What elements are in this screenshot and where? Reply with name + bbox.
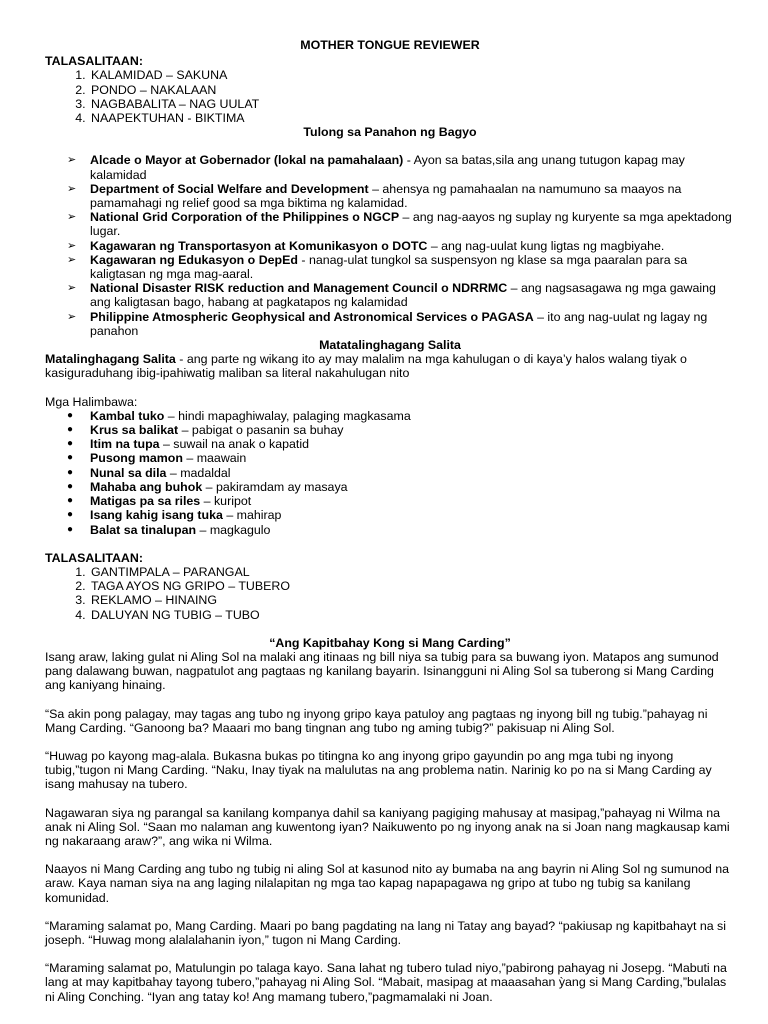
- vocab2-list: [45, 565, 735, 622]
- bullet-icon: ●: [67, 523, 74, 535]
- typhoon-heading: Tulong sa Panahon ng Bagyo: [303, 125, 477, 140]
- story-paragraph: “Sa akin pong palagay, may tagas ang tubo ng inyong gripo kaya patuloy ang pagtaas ng inyong bill ng tubig.”pahayag ni Mang Carding. “Ganoong ba? Maaari mo bang tingnan ang tubo ng aming tubig?” pakisuap ni Aling Sol.: [45, 706, 708, 735]
- arrow-bullet-icon: ➢: [67, 239, 77, 252]
- list-item: ● Krus sa balikat – pabigat o pasanin sa buhay: [67, 423, 344, 438]
- document-title: MOTHER TONGUE REVIEWER: [300, 38, 480, 52]
- list-item: ● Itim na tupa – suwail na anak o kapatid: [67, 437, 310, 452]
- bullet-icon: ●: [67, 495, 74, 507]
- vocab1-heading: TALASALITAAN:: [45, 54, 143, 69]
- list-item: ➢ Department of Social Welfare and Development – ahensya ng pamahaalan na namumuno sa maayos na pamamahagi ng relief good sa mga biktima ng kalamidad.: [67, 181, 682, 211]
- list-item: ● Balat sa tinalupan – magkagulo: [67, 522, 271, 537]
- arrow-bullet-icon: ➢: [67, 211, 77, 224]
- bullet-icon: ●: [67, 424, 74, 436]
- bullet-icon: ●: [67, 509, 74, 521]
- list-item: ➢ National Disaster RISK reduction and Management Council o NDRRMC – ang nagsasagawa ng mga gawaing ang kaligtasan bago, habang at pagkatapos ng kalamidad: [67, 281, 716, 310]
- story-title: “Ang Kapitbahay Kong si Mang Carding”: [269, 635, 511, 650]
- list-item: ➢ Kagawaran ng Edukasyon o DepEd - nanag-ulat tungkol sa suspensyon ng klase sa mga paaralan para sa kaligtasan ng mga mag-aaral.: [67, 252, 688, 282]
- list-item: ➢ Alcade o Mayor at Gobernador (lokal na pamahalaan) - Ayon sa batas,sila ang unang tutugon kapag may kalamidad: [67, 153, 685, 182]
- arrow-bullet-icon: ➢: [67, 182, 77, 195]
- bullet-icon: ●: [67, 409, 74, 421]
- list-item: ➢ National Grid Corporation of the Philippines o NGCP – ang nag-aayos ng suplay ng kuryente sa mga apektadong lugar.: [67, 210, 732, 239]
- list-item: ● Isang kahig isang tuka – mahirap: [67, 508, 282, 523]
- story-paragraph: “Huwag po kayong mag-alala. Bukasna bukas po titingna ko ang inyong gripo gayundin po ang mga tubi ng inyong tubig,”tugon ni Mang Carding. “Naku, Inay tiyak na malulutas na ang problema natin. Narinig ko po na si Mang Carding ay isang mahusay na tubero.: [45, 748, 712, 792]
- list-item: 1. GANTIMPALA – PARANGAL: [89, 565, 735, 579]
- list-item: ● Nunal sa dila – madaldal: [67, 465, 231, 480]
- story-paragraph: “Maraming salamat po, Mang Carding. Maari po bang pagdating na lang ni Tatay ang bayad? “pakiusap ng kapitbahayt na si joseph. “Huwag mong alalalahanin iyon,” tugon ni Mang Carding.: [45, 918, 726, 947]
- story-paragraph: Isang araw, laking gulat ni Aling Sol na malaki ang itinaas ng bill niya sa tubig para sa buwang iyon. Matapos ang sumunod pang dalawang buwan, nagpatulot ang pagtaas ng kanilang bayarin. Isinangguni ni Aling Sol sa tuberong si Mang Carding ang kaniyang hinaing.: [45, 649, 719, 693]
- figurative-definition: Matalinghagang Salita - ang parte ng wikang ito ay may malalim na mga kahulugan o di kaya’y halos walang tiyak o kasiguraduhang ibig-ipahiwatig maliban sa literal nakahulugan nito: [45, 352, 687, 381]
- bullet-icon: ●: [67, 466, 74, 478]
- list-item: ● Matigas pa sa riles – kuripot: [67, 494, 252, 509]
- arrow-bullet-icon: ➢: [67, 154, 77, 167]
- list-item: 3. NAGBABALITA – NAG UULAT: [89, 97, 735, 111]
- list-item: 4. DALUYAN NG TUBIG – TUBO: [89, 608, 735, 622]
- examples-list: [45, 409, 735, 537]
- list-item: 2. PONDO – NAKALAAN: [89, 83, 735, 97]
- arrow-bullet-icon: ➢: [67, 253, 77, 266]
- story-paragraph: Naayos ni Mang Carding ang tubo ng tubig ni aling Sol at kasunod nito ay bumaba na ang bayrin ni Aling Sol ng sumunod na araw. Kaya naman siya na ang laging nilalapitan ng mga tao kapag napapagawa ng gripo at tubo ng tubig sa kanilang komunidad.: [45, 862, 730, 905]
- story-paragraph: Nagawaran siya ng parangal sa kanilang kompanya dahil sa kaniyang pagiging mahusay at masipag,”pahayag ni Wilma na anak ni Aling Sol. “Saan mo nalaman ang kuwentong iyan? Naikuwento po ng inyong anak na si Joan nang magkausap kami ng nakaraang araw?”, ang wika ni Wilma.: [45, 805, 730, 848]
- arrow-bullet-icon: ➢: [67, 282, 77, 295]
- list-item: 2. TAGA AYOS NG GRIPO – TUBERO: [89, 579, 735, 593]
- bullet-icon: ●: [67, 480, 74, 492]
- figurative-heading: Matatalinghagang Salita: [319, 338, 461, 353]
- list-item: ➢ Kagawaran ng Transportasyon at Komunikasyon o DOTC – ang nag-uulat kung ligtas ng magbiyahe.: [67, 238, 665, 253]
- vocab1-list: [45, 68, 735, 125]
- examples-label: Mga Halimbawa:: [45, 394, 138, 409]
- typhoon-list: [45, 153, 735, 338]
- bullet-icon: ●: [67, 438, 74, 450]
- list-item: ● Mahaba ang buhok – pakiramdam ay masaya: [67, 479, 348, 494]
- list-item: 3. REKLAMO – HINAING: [89, 593, 735, 607]
- story-paragraph: “Maraming salamat po, Matulungin po talaga kayo. Sana lahat ng tubero tulad niyo,”pabirong pahayag ni Josepg. “Mabuti na lang at may kapitbahay tayong tubero,”pahayag ni Aling Sol. “Mabait, masipag at maaasahan ỳang si Mang Carding,”bulalas ni Aling Conching. “Iyan ang tatay ko! Ang mamang tubero,”pagmamalaki ni Joan.: [45, 961, 727, 1004]
- list-item: 1. KALAMIDAD – SAKUNA: [89, 68, 735, 82]
- document-page: [45, 38, 735, 1004]
- list-item: 4. NAAPEKTUHAN - BIKTIMA: [89, 111, 735, 125]
- list-item: ➢ Philippine Atmospheric Geophysical and Astronomical Services o PAGASA – ito ang nag-uulat ng lagay ng panahon: [67, 309, 708, 338]
- list-item: ● Pusong mamon – maawain: [67, 451, 247, 466]
- vocab2-heading: TALASALITAAN:: [45, 550, 143, 565]
- list-item: ● Kambal tuko – hindi mapaghiwalay, palaging magkasama: [67, 408, 411, 423]
- arrow-bullet-icon: ➢: [67, 310, 77, 323]
- bullet-icon: ●: [67, 452, 74, 464]
